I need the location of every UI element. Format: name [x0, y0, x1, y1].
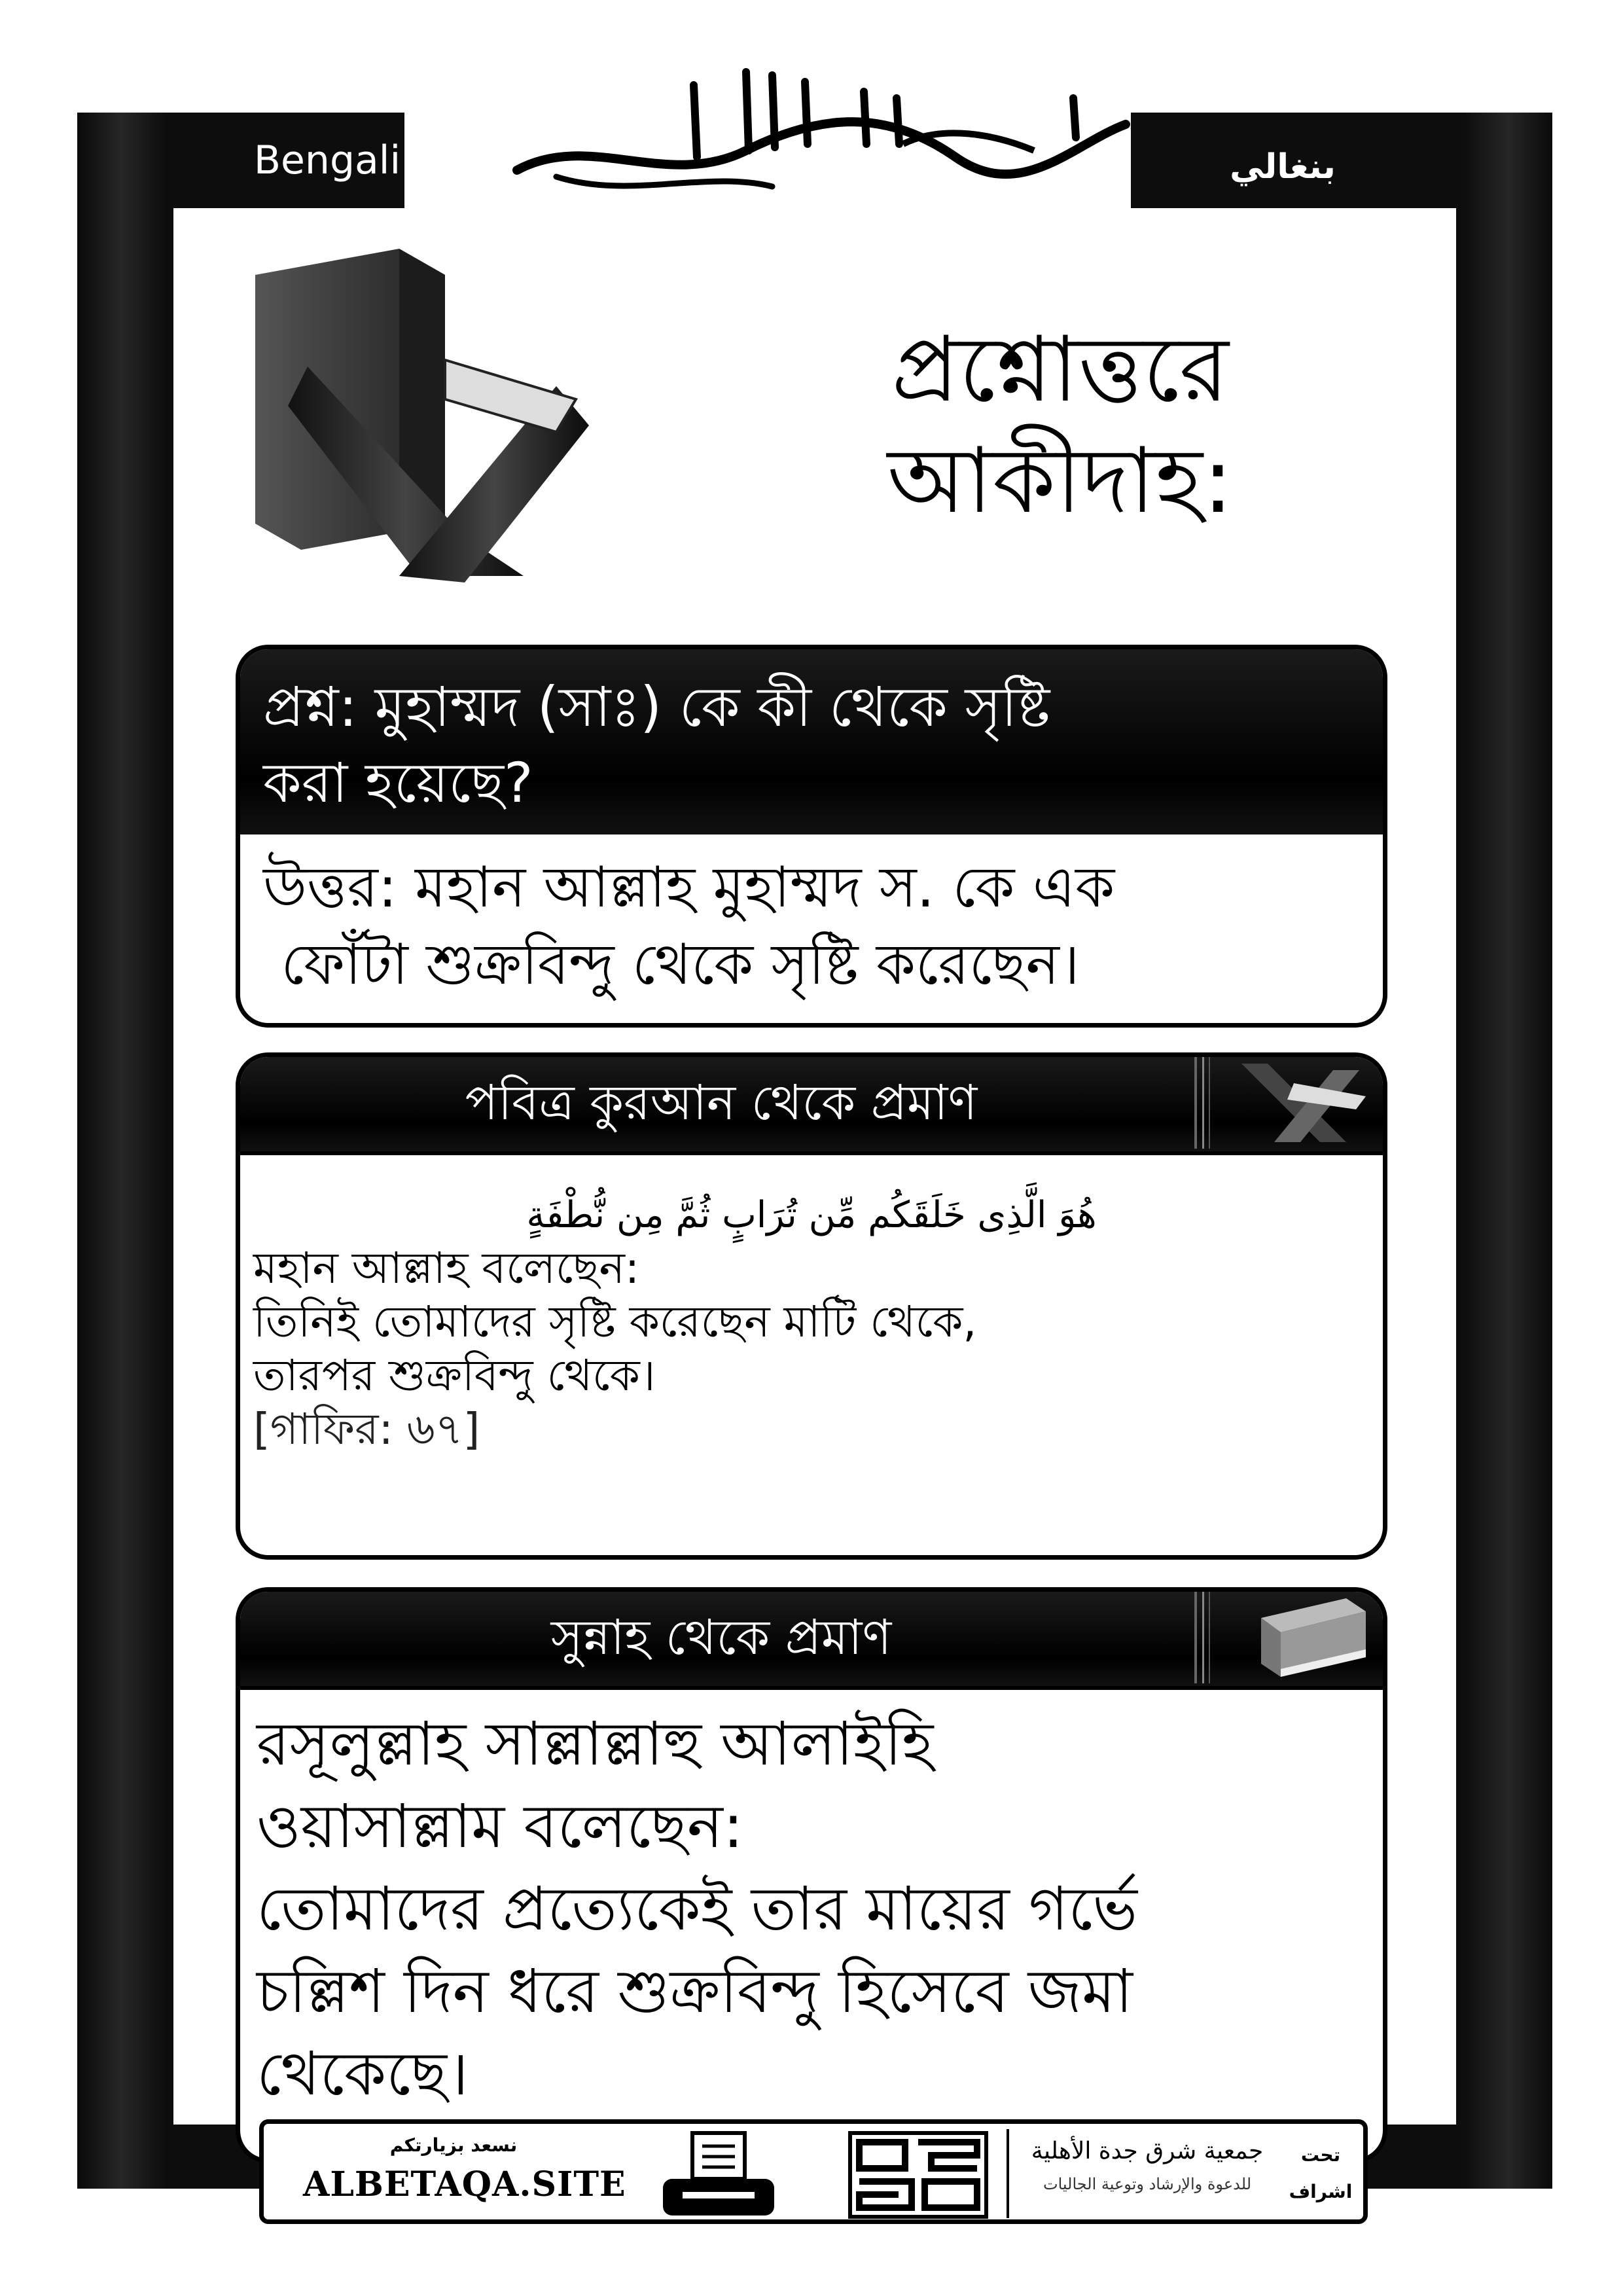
- quran-stand-icon: [1215, 1057, 1385, 1149]
- printer-icon: [656, 2129, 781, 2221]
- language-label-arabic: بنغالي: [1230, 147, 1336, 187]
- question-answer-card: [236, 645, 1387, 1028]
- quran-evidence-heading: পবিত্র কুরআন থেকে প্রমাণ: [465, 1075, 978, 1131]
- language-label-english: Bengali: [253, 137, 401, 183]
- sunnah-line-1: রসূলুল্লাহ সাল্লাল্লাহু আলাইহি: [257, 1709, 934, 1779]
- sunnah-evidence-card: [236, 1587, 1387, 2163]
- sunnah-evidence-body: [240, 1690, 1383, 2115]
- footer-bar: [259, 2119, 1368, 2224]
- quran-intro: মহান আল্লাহ বলেছেন:: [253, 1243, 640, 1293]
- supervision-label: [1285, 2137, 1357, 2210]
- quran-reference: [গাফির: ৬৭]: [253, 1404, 480, 1454]
- bismillah-calligraphy: [497, 46, 1139, 203]
- sunnah-line-3: তোমাদের প্রত্যেকেই তার মায়ের গর্ভে: [257, 1874, 1137, 1944]
- book-icon: [1215, 1592, 1385, 1683]
- supervision-line-2: اشراف: [1289, 2181, 1353, 2202]
- sunnah-line-2: ওয়াসাল্লাম বলেছেন:: [257, 1791, 743, 1861]
- question-box: [240, 649, 1383, 834]
- answer-line-2: ফোঁটা শুক্রবিন্দু থেকে সৃষ্টি করেছেন।: [263, 932, 1080, 997]
- title-line-2: আকীদাহ:: [887, 428, 1234, 533]
- footer-divider: [1007, 2129, 1009, 2218]
- header-divider-lines: [1189, 1057, 1215, 1149]
- question-line-1: প্রশ্ন: মুহাম্মদ (সাঃ) কে কী থেকে সৃষ্টি: [263, 675, 1050, 739]
- quran-book-icon: [249, 236, 602, 602]
- association-subtitle: للدعوة والإرشاد وتوعية الجاليات: [1043, 2175, 1252, 2193]
- website-link[interactable]: ALBETAQA.SITE: [303, 2164, 626, 2204]
- header-divider-lines: [1189, 1592, 1215, 1683]
- page-title: [766, 314, 1355, 537]
- quran-verse-arabic: هُوَ الَّذِى خَلَقَكُم مِّن تُرَابٍ ثُمَّ مِن نُّطْفَةٍ: [526, 1194, 1097, 1236]
- sunnah-evidence-heading: সুন্নাহ থেকে প্রমাণ: [550, 1609, 892, 1666]
- supervision-line-1: تحت: [1300, 2144, 1341, 2166]
- quran-evidence-body: [240, 1242, 1383, 1456]
- quran-evidence-header: [240, 1057, 1383, 1155]
- quran-evidence-card: [236, 1052, 1387, 1560]
- answer-line-1: উত্তর: মহান আল্লাহ মুহাম্মদ স. কে এক: [263, 855, 1115, 920]
- sunnah-evidence-header: [240, 1592, 1383, 1690]
- title-line-1: প্রশ্নোত্তরে: [891, 317, 1229, 422]
- quran-translation-line-1: তিনিই তোমাদের সৃষ্টি করেছেন মাটি থেকে,: [253, 1297, 977, 1347]
- sunnah-line-4: চল্লিশ দিন ধরে শুক্রবিন্দু হিসেবে জমা: [257, 1956, 1133, 2026]
- association-logo-text: [1016, 2132, 1278, 2197]
- sunnah-line-5: থেকেছে।: [257, 2039, 469, 2109]
- question-line-2: করা হয়েছে?: [263, 751, 533, 815]
- association-name: جمعية شرق جدة الأهلية: [1031, 2138, 1264, 2164]
- quran-translation-line-2: তারপর শুক্রবিন্দু থেকে।: [253, 1350, 656, 1401]
- kufic-logo: [846, 2129, 990, 2221]
- visit-text: نسعد بزيارتكم: [389, 2134, 518, 2156]
- answer-box: [240, 834, 1383, 1003]
